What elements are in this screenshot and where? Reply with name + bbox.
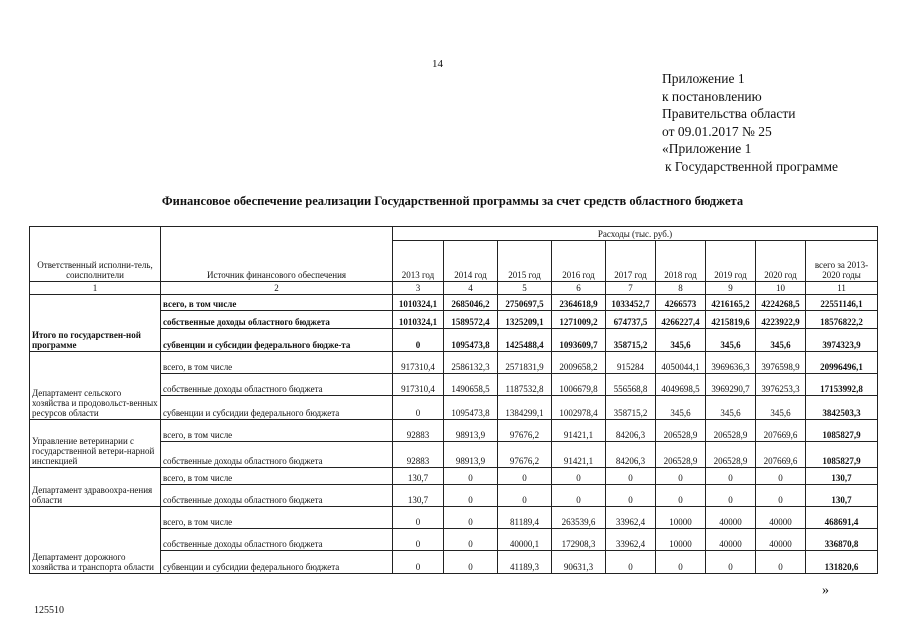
value-cell: 3976253,3 bbox=[756, 374, 806, 396]
value-cell: 130,7 bbox=[393, 468, 444, 485]
value-cell: 172908,3 bbox=[552, 529, 606, 551]
value-cell: 0 bbox=[498, 485, 552, 507]
value-cell: 97676,2 bbox=[498, 420, 552, 442]
value-cell: 0 bbox=[393, 329, 444, 352]
value-cell: 915284 bbox=[606, 352, 656, 374]
responsible-cell: Итого по государствен-ной программе bbox=[30, 295, 161, 352]
source-cell: всего, в том числе bbox=[161, 507, 393, 529]
header-year: 2015 год bbox=[498, 241, 552, 282]
column-number: 5 bbox=[498, 282, 552, 295]
value-cell: 917310,4 bbox=[393, 352, 444, 374]
value-cell: 4266227,4 bbox=[656, 311, 706, 329]
total-cell: 1085827,9 bbox=[806, 442, 878, 468]
value-cell: 1093609,7 bbox=[552, 329, 606, 352]
header-year: 2018 год bbox=[656, 241, 706, 282]
source-cell: всего, в том числе bbox=[161, 468, 393, 485]
total-cell: 3974323,9 bbox=[806, 329, 878, 352]
column-number: 11 bbox=[806, 282, 878, 295]
value-cell: 91421,1 bbox=[552, 420, 606, 442]
value-cell: 0 bbox=[444, 551, 498, 574]
value-cell: 1187532,8 bbox=[498, 374, 552, 396]
value-cell: 0 bbox=[444, 529, 498, 551]
responsible-cell: Департамент сельского хозяйства и продовольст-венных ресурсов области bbox=[30, 352, 161, 420]
value-cell: 1006679,8 bbox=[552, 374, 606, 396]
source-cell: собственные доходы областного бюджета bbox=[161, 485, 393, 507]
responsible-cell: Департамент здравоохра-нения области bbox=[30, 468, 161, 507]
total-cell: 336870,8 bbox=[806, 529, 878, 551]
value-cell: 206528,9 bbox=[656, 442, 706, 468]
value-cell: 345,6 bbox=[656, 329, 706, 352]
value-cell: 84206,3 bbox=[606, 420, 656, 442]
value-cell: 206528,9 bbox=[706, 442, 756, 468]
value-cell: 40000 bbox=[706, 507, 756, 529]
value-cell: 207669,6 bbox=[756, 420, 806, 442]
value-cell: 84206,3 bbox=[606, 442, 656, 468]
value-cell: 0 bbox=[656, 551, 706, 574]
value-cell: 4216165,2 bbox=[706, 295, 756, 311]
value-cell: 206528,9 bbox=[706, 420, 756, 442]
closing-quote: » bbox=[822, 583, 829, 598]
value-cell: 0 bbox=[706, 468, 756, 485]
appendix-line: к постановлению bbox=[662, 88, 762, 104]
value-cell: 0 bbox=[444, 485, 498, 507]
column-number: 8 bbox=[656, 282, 706, 295]
total-cell: 130,7 bbox=[806, 485, 878, 507]
header-expenses: Расходы (тыс. руб.) bbox=[393, 227, 878, 241]
document-code: 125510 bbox=[34, 605, 64, 616]
financing-table bbox=[29, 226, 878, 574]
column-number: 9 bbox=[706, 282, 756, 295]
column-number-row bbox=[30, 282, 878, 295]
value-cell: 2685046,2 bbox=[444, 295, 498, 311]
value-cell: 1095473,8 bbox=[444, 329, 498, 352]
value-cell: 3969290,7 bbox=[706, 374, 756, 396]
appendix-line: «Приложение 1 bbox=[662, 141, 752, 156]
value-cell: 40000 bbox=[706, 529, 756, 551]
value-cell: 33962,4 bbox=[606, 507, 656, 529]
value-cell: 1425488,4 bbox=[498, 329, 552, 352]
table-row bbox=[30, 352, 878, 374]
value-cell: 674737,5 bbox=[606, 311, 656, 329]
value-cell: 1095473,8 bbox=[444, 396, 498, 420]
value-cell: 0 bbox=[393, 507, 444, 529]
value-cell: 10000 bbox=[656, 529, 706, 551]
source-cell: всего, в том числе bbox=[161, 420, 393, 442]
total-cell: 22551146,1 bbox=[806, 295, 878, 311]
value-cell: 345,6 bbox=[756, 396, 806, 420]
value-cell: 90631,3 bbox=[552, 551, 606, 574]
value-cell: 40000,1 bbox=[498, 529, 552, 551]
value-cell: 0 bbox=[498, 468, 552, 485]
header-year: 2014 год bbox=[444, 241, 498, 282]
source-cell: всего, в том числе bbox=[161, 352, 393, 374]
column-number: 1 bbox=[30, 282, 161, 295]
value-cell: 2750697,5 bbox=[498, 295, 552, 311]
value-cell: 1010324,1 bbox=[393, 295, 444, 311]
total-cell: 17153992,8 bbox=[806, 374, 878, 396]
value-cell: 0 bbox=[656, 485, 706, 507]
value-cell: 1384299,1 bbox=[498, 396, 552, 420]
table-row bbox=[30, 468, 878, 485]
value-cell: 2586132,3 bbox=[444, 352, 498, 374]
table-row bbox=[30, 295, 878, 311]
header-year: 2019 год bbox=[706, 241, 756, 282]
value-cell: 4050044,1 bbox=[656, 352, 706, 374]
value-cell: 33962,4 bbox=[606, 529, 656, 551]
value-cell: 358715,2 bbox=[606, 329, 656, 352]
value-cell: 0 bbox=[656, 468, 706, 485]
value-cell: 81189,4 bbox=[498, 507, 552, 529]
value-cell: 263539,6 bbox=[552, 507, 606, 529]
column-number: 7 bbox=[606, 282, 656, 295]
table-row bbox=[30, 507, 878, 529]
value-cell: 3969636,3 bbox=[706, 352, 756, 374]
header-year: 2016 год bbox=[552, 241, 606, 282]
value-cell: 0 bbox=[606, 468, 656, 485]
value-cell: 40000 bbox=[756, 529, 806, 551]
value-cell: 2009658,2 bbox=[552, 352, 606, 374]
document-title: Финансовое обеспечение реализации Государственной программы за счет средств областного бюджета bbox=[161, 194, 744, 208]
value-cell: 4223922,9 bbox=[756, 311, 806, 329]
value-cell: 10000 bbox=[656, 507, 706, 529]
value-cell: 2364618,9 bbox=[552, 295, 606, 311]
column-number: 4 bbox=[444, 282, 498, 295]
value-cell: 358715,2 bbox=[606, 396, 656, 420]
value-cell: 130,7 bbox=[393, 485, 444, 507]
column-number: 10 bbox=[756, 282, 806, 295]
value-cell: 1490658,5 bbox=[444, 374, 498, 396]
value-cell: 345,6 bbox=[656, 396, 706, 420]
value-cell: 41189,3 bbox=[498, 551, 552, 574]
value-cell: 4215819,6 bbox=[706, 311, 756, 329]
total-cell: 3842503,3 bbox=[806, 396, 878, 420]
value-cell: 40000 bbox=[756, 507, 806, 529]
value-cell: 0 bbox=[444, 468, 498, 485]
column-number: 6 bbox=[552, 282, 606, 295]
value-cell: 206528,9 bbox=[656, 420, 706, 442]
column-number: 2 bbox=[161, 282, 393, 295]
source-cell: собственные доходы областного бюджета bbox=[161, 529, 393, 551]
header-year-total: всего за 2013-2020 годы bbox=[806, 241, 878, 282]
source-cell: собственные доходы областного бюджета bbox=[161, 442, 393, 468]
value-cell: 0 bbox=[706, 485, 756, 507]
total-cell: 1085827,9 bbox=[806, 420, 878, 442]
value-cell: 345,6 bbox=[756, 329, 806, 352]
source-cell: собственные доходы областного бюджета bbox=[161, 374, 393, 396]
value-cell: 917310,4 bbox=[393, 374, 444, 396]
value-cell: 207669,6 bbox=[756, 442, 806, 468]
value-cell: 0 bbox=[706, 551, 756, 574]
value-cell: 4266573 bbox=[656, 295, 706, 311]
value-cell: 4224268,5 bbox=[756, 295, 806, 311]
column-number: 3 bbox=[393, 282, 444, 295]
value-cell: 1325209,1 bbox=[498, 311, 552, 329]
total-cell: 468691,4 bbox=[806, 507, 878, 529]
table-row bbox=[30, 420, 878, 442]
value-cell: 345,6 bbox=[706, 396, 756, 420]
value-cell: 97676,2 bbox=[498, 442, 552, 468]
appendix-block bbox=[662, 70, 838, 175]
table-body bbox=[30, 227, 878, 574]
value-cell: 0 bbox=[606, 485, 656, 507]
total-cell: 130,7 bbox=[806, 468, 878, 485]
value-cell: 3976598,9 bbox=[756, 352, 806, 374]
value-cell: 0 bbox=[756, 468, 806, 485]
source-cell: собственные доходы областного бюджета bbox=[161, 311, 393, 329]
value-cell: 0 bbox=[393, 551, 444, 574]
value-cell: 1010324,1 bbox=[393, 311, 444, 329]
total-cell: 20996496,1 bbox=[806, 352, 878, 374]
value-cell: 4049698,5 bbox=[656, 374, 706, 396]
appendix-line: Приложение 1 bbox=[662, 71, 745, 86]
source-cell: субвенции и субсидии федерального бюджета bbox=[161, 551, 393, 574]
value-cell: 2571831,9 bbox=[498, 352, 552, 374]
responsible-cell: Департамент дорожного хозяйства и транспорта области bbox=[30, 507, 161, 574]
value-cell: 0 bbox=[756, 485, 806, 507]
value-cell: 556568,8 bbox=[606, 374, 656, 396]
value-cell: 0 bbox=[552, 468, 606, 485]
source-cell: субвенции и субсидии федерального бюдже-та bbox=[161, 329, 393, 352]
total-cell: 131820,6 bbox=[806, 551, 878, 574]
value-cell: 92883 bbox=[393, 420, 444, 442]
value-cell: 91421,1 bbox=[552, 442, 606, 468]
value-cell: 1589572,4 bbox=[444, 311, 498, 329]
value-cell: 345,6 bbox=[706, 329, 756, 352]
value-cell: 0 bbox=[552, 485, 606, 507]
value-cell: 98913,9 bbox=[444, 420, 498, 442]
value-cell: 0 bbox=[756, 551, 806, 574]
header-year: 2013 год bbox=[393, 241, 444, 282]
value-cell: 98913,9 bbox=[444, 442, 498, 468]
source-cell: субвенции и субсидии федерального бюджета bbox=[161, 396, 393, 420]
total-cell: 18576822,2 bbox=[806, 311, 878, 329]
header-year: 2017 год bbox=[606, 241, 656, 282]
value-cell: 0 bbox=[393, 529, 444, 551]
appendix-line: от 09.01.2017 № 25 bbox=[662, 123, 772, 139]
value-cell: 1271009,2 bbox=[552, 311, 606, 329]
source-cell: всего, в том числе bbox=[161, 295, 393, 311]
appendix-line: Правительства области bbox=[662, 106, 796, 121]
page-number: 14 bbox=[432, 58, 443, 70]
value-cell: 92883 bbox=[393, 442, 444, 468]
header-responsible: Ответственный исполни-тель, соисполнители bbox=[30, 227, 161, 282]
value-cell: 1002978,4 bbox=[552, 396, 606, 420]
responsible-cell: Управление ветеринарии с государственной ветери-нарной инспекцией bbox=[30, 420, 161, 468]
header-source: Источник финансового обеспечения bbox=[161, 227, 393, 282]
value-cell: 1033452,7 bbox=[606, 295, 656, 311]
appendix-line: к Государственной программе bbox=[665, 158, 839, 174]
header-year: 2020 год bbox=[756, 241, 806, 282]
value-cell: 0 bbox=[444, 507, 498, 529]
value-cell: 0 bbox=[606, 551, 656, 574]
value-cell: 0 bbox=[393, 396, 444, 420]
